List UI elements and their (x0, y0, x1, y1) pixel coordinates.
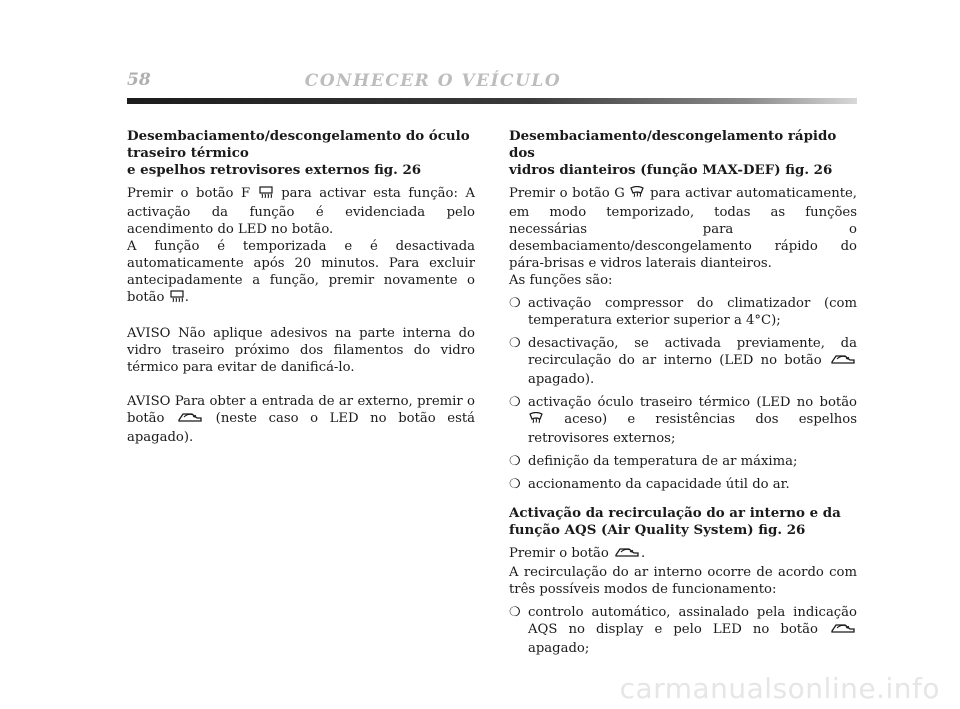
paragraph: As funções são: (509, 273, 613, 288)
list-item: ❍ accionamento da capacidade útil do ar. (509, 477, 790, 492)
paragraph: Premir o botão F para activar esta função: A activação da função é evidenciada pelo acendimento do LED no botão. (127, 186, 475, 237)
section-heading-rear-defrost: Desembaciamento/descongelamento do óculo traseiro térmico e espelhos retrovisores externos fig. 26 (127, 128, 470, 178)
list-item: ❍ desactivação, se activada previamente, da recirculação do ar interno (LED no botão apagado). (509, 336, 857, 387)
warning-paragraph: AVISO Não aplique adesivos na parte interna do vidro traseiro próximo dos filamentos do vidro térmico para evitar de danificá-lo. (127, 326, 475, 375)
modes-list (509, 604, 857, 657)
left-column (127, 128, 475, 446)
recirculation-icon (614, 546, 640, 564)
section-heading-max-def: Desembaciamento/descongelamento rápido dos vidros dianteiros (função MAX-DEF) fig. 26 (509, 128, 837, 178)
list-item: ❍ definição da temperatura de ar máxima; (509, 454, 798, 469)
max-def-icon (630, 186, 644, 204)
chapter-title: CONHECER O VEÍCULO (304, 71, 562, 91)
rear-defrost-icon (170, 290, 184, 308)
list-item: ❍ activação óculo traseiro térmico (LED no botão aceso) e resistências dos espelhos retrovisores externos; (509, 395, 857, 446)
paragraph: A função é temporizada e é desactivada automaticamente após 20 minutos. Para excluir antecipadamente a função, premir novamente o botão . (127, 238, 475, 308)
watermark: carmanualsonline.info (619, 672, 940, 705)
functions-list (509, 295, 857, 493)
recirculation-icon (177, 411, 203, 429)
page-header (127, 70, 857, 110)
warning-paragraph: AVISO Para obter a entrada de ar externo, premir o botão (neste caso o LED no botão está apagado). (127, 394, 475, 445)
max-def-icon (529, 412, 543, 430)
paragraph: Premir o botão . (509, 545, 857, 564)
section-heading-recirculation: Activação da recirculação do ar interno e da função AQS (Air Quality System) fig. 26 (509, 505, 841, 538)
header-rule (127, 98, 857, 104)
list-item: ❍ activação compressor do climatizador (com temperatura exterior superior a 4°C); (509, 296, 857, 328)
paragraph: Premir o botão G para activar automaticamente, em modo temporizado, todas as funções necessárias para o desembaciamento/descongelamento rápido do pára-brisas e vidros laterais dianteiros. (509, 186, 857, 271)
recirculation-icon (830, 622, 856, 640)
paragraph: A recirculação do ar interno ocorre de acordo com três possíveis modos de funcionamento: (509, 565, 857, 597)
page-number: 58 (127, 70, 151, 90)
right-column (509, 128, 857, 663)
list-item: ❍ controlo automático, assinalado pela indicação AQS no display e pelo LED no botão apagado; (509, 605, 857, 656)
recirculation-icon (830, 353, 856, 371)
rear-defrost-icon (259, 186, 273, 204)
